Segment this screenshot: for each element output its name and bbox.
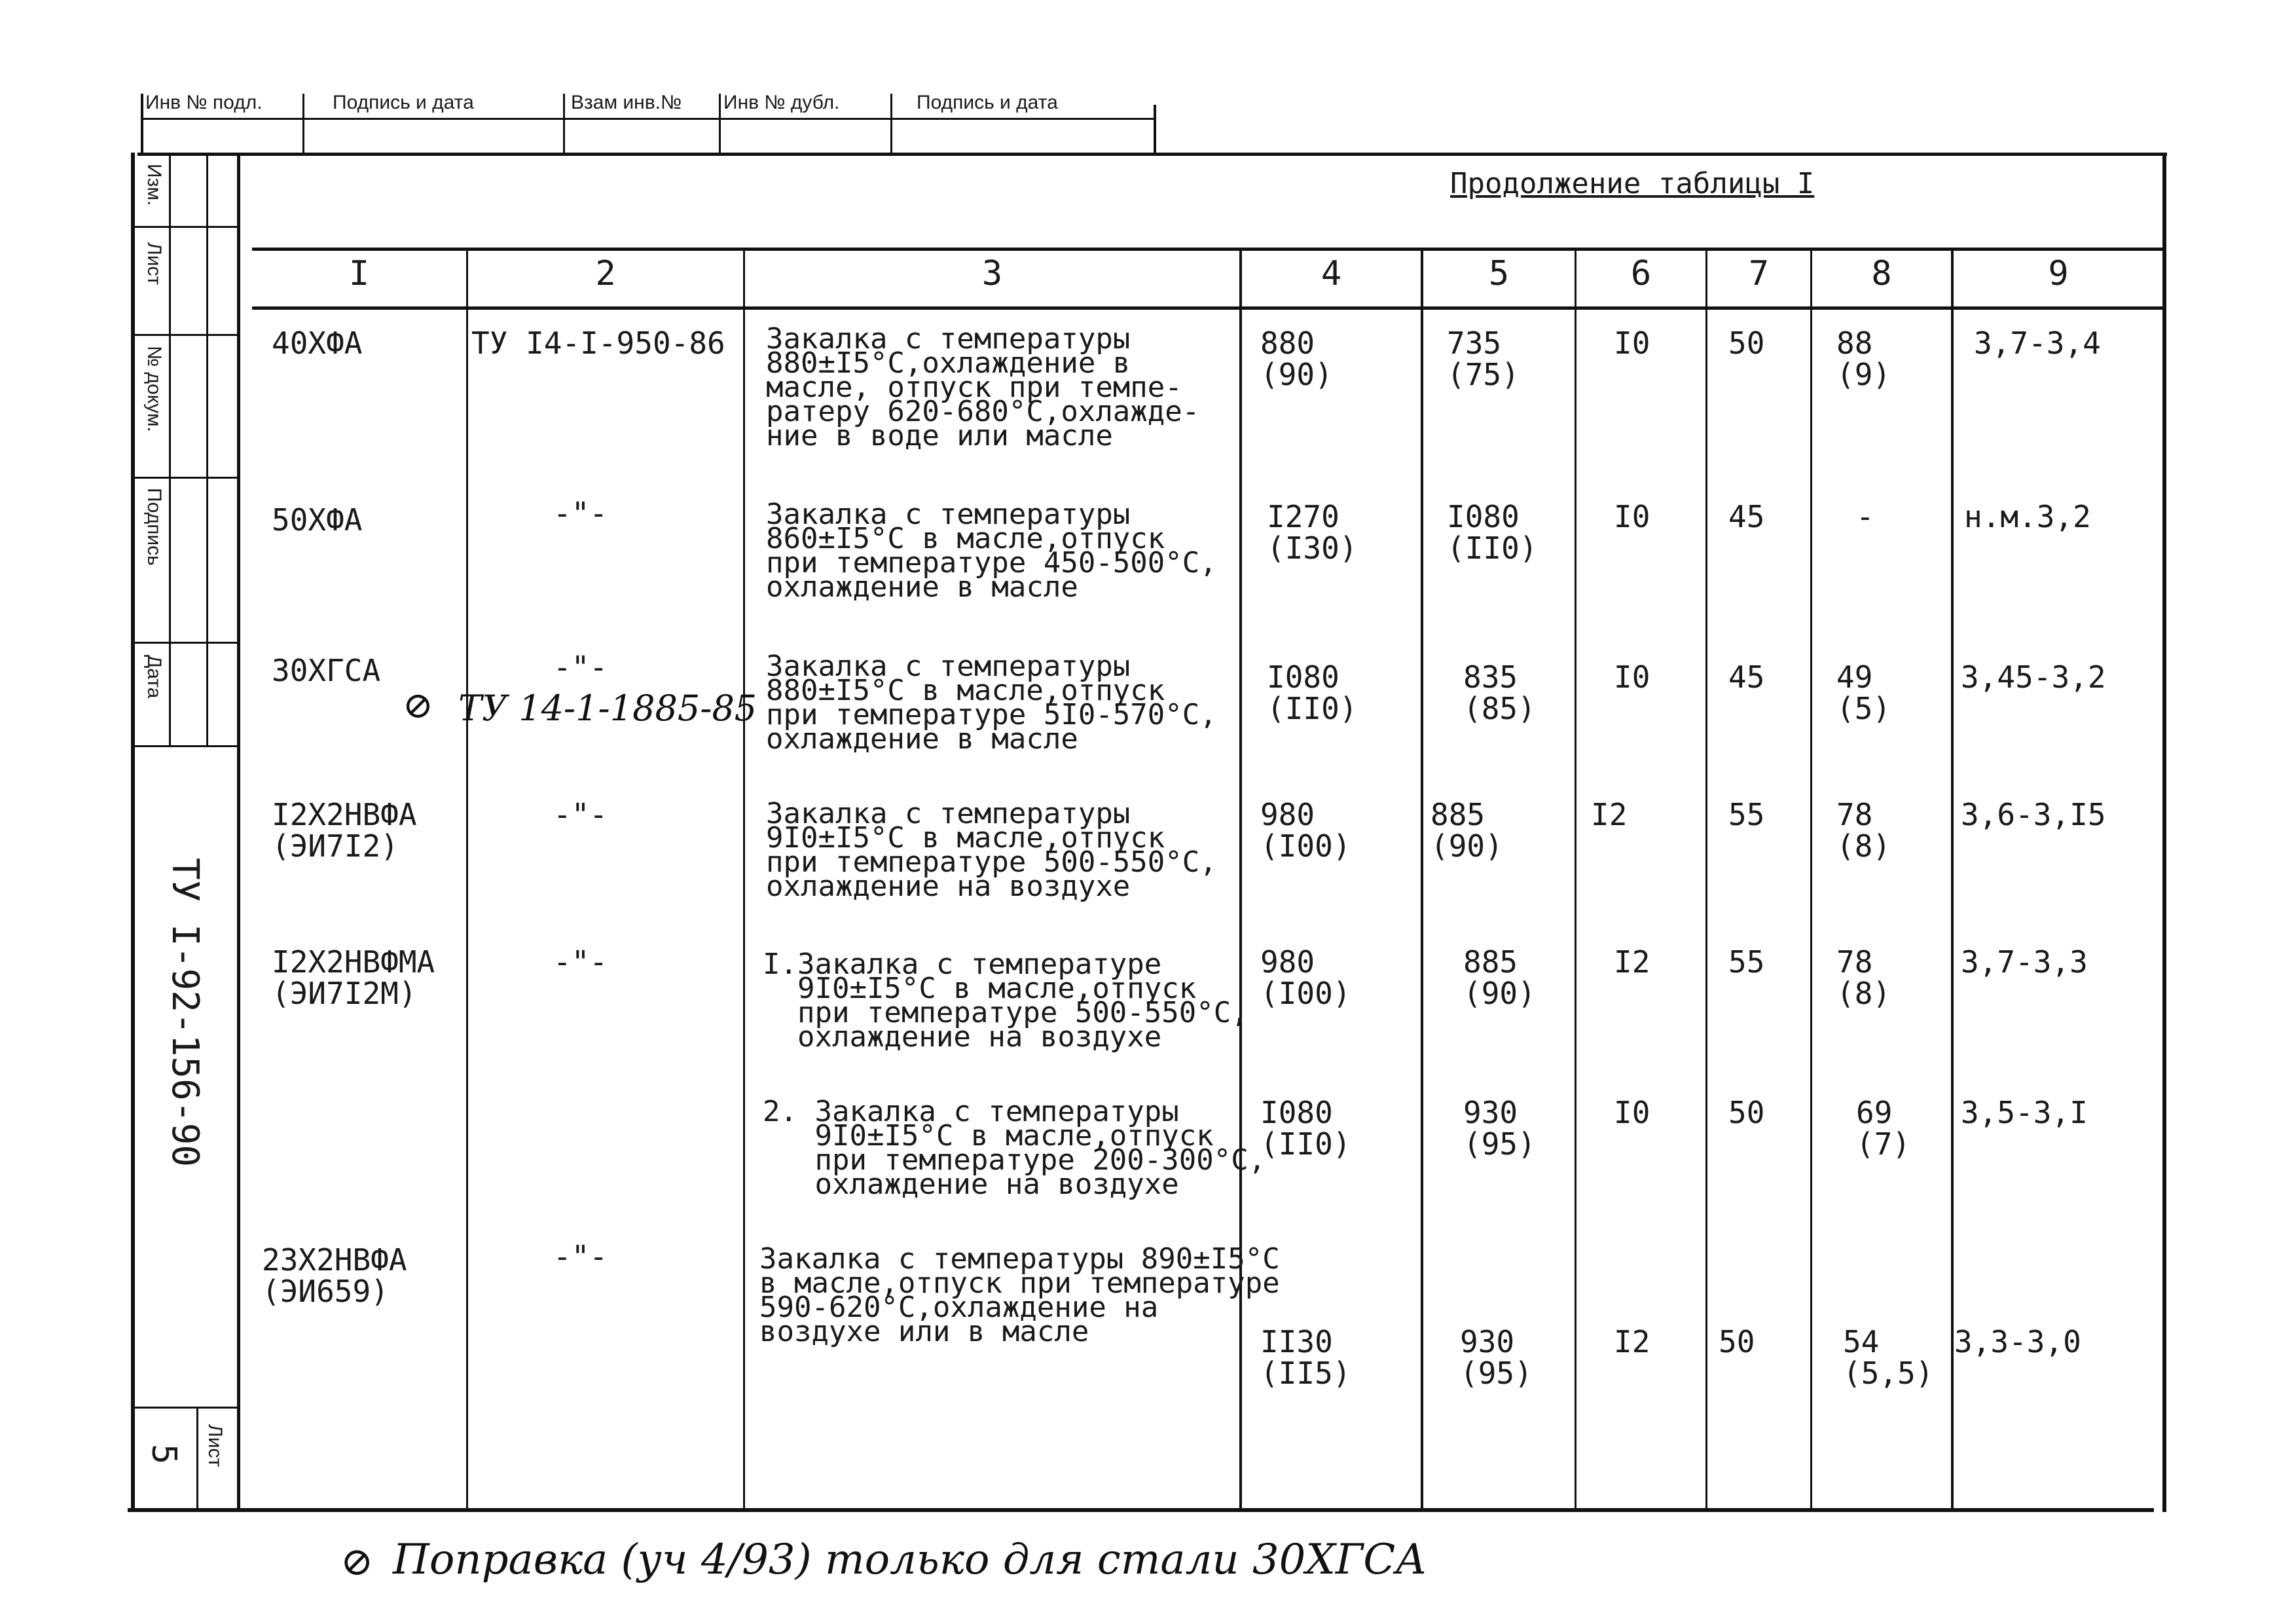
table-row-3-standard: -"- <box>553 650 608 685</box>
table-row-6-col6: I0 <box>1614 1095 1650 1130</box>
column-header-2: 2 <box>595 254 616 293</box>
handwritten-correction-mark: ⊘ <box>403 684 433 727</box>
table-row-3-col5: 835 (85) <box>1463 659 1536 727</box>
table-row-5-grade: I2Х2НВФМА (ЭИ7I2М) <box>272 944 435 1012</box>
table-row-6-col5: 930 (95) <box>1463 1095 1536 1162</box>
stamp-label-inv-orig: Инв № подл. <box>145 92 263 113</box>
table-row-4-treatment: Закалка с температуры 9I0±I5°С в масле,отпуск при температуре 500-550°С, охлаждение на воздухе <box>766 797 1217 903</box>
table-row-5-col7: 55 <box>1728 944 1765 980</box>
table-row-3-col6: I0 <box>1614 659 1650 695</box>
table-row-4-col8: 78 (8) <box>1836 797 1891 864</box>
header-bottom-line <box>252 306 2166 310</box>
table-row-6-col8: 69 (7) <box>1856 1095 1911 1162</box>
side-label-change: Изм. <box>143 164 165 206</box>
stamp-label-sign-date-2: Подпись и дата <box>917 92 1058 113</box>
table-row-2-grade: 50ХФА <box>272 502 363 538</box>
table-row-2-col9: н.м.3,2 <box>1964 499 2091 534</box>
table-row-7-col6: I2 <box>1614 1324 1650 1359</box>
table-row-3-col7: 45 <box>1728 659 1765 695</box>
table-row-3-grade: 30ХГСА <box>272 653 381 688</box>
sheet-number: 5 <box>144 1444 183 1465</box>
table-row-6-treatment: 2. Закалка с температуры 9I0±I5°С в масле,отпуск при температуре 200-300°С, охлаждение на воздухе <box>763 1095 1266 1201</box>
table-row-4-col6: I2 <box>1591 797 1628 832</box>
frame-top <box>137 153 2167 156</box>
table-row-2-standard: -"- <box>553 496 608 531</box>
table-row-1-col6: I0 <box>1614 325 1650 361</box>
table-row-3-col4: I080 (II0) <box>1267 659 1358 727</box>
table-row-2-col4: I270 (I30) <box>1267 499 1358 566</box>
table-row-6-col4: I080 (II0) <box>1260 1095 1351 1162</box>
table-row-5-col4: 980 (I00) <box>1260 944 1351 1012</box>
handwritten-standard-correction: ТУ 14-1-1885-85 <box>458 688 757 729</box>
column-header-3: 3 <box>981 254 1003 293</box>
table-row-6-col9: 3,5-3,I <box>1961 1095 2088 1130</box>
frame-right <box>2162 153 2166 1512</box>
table-row-1-col4: 880 (90) <box>1260 325 1333 393</box>
table-row-1-col8: 88 (9) <box>1836 325 1891 393</box>
table-row-5-col8: 78 (8) <box>1836 944 1891 1012</box>
stamp-label-replace-inv: Взам инв.№ <box>571 92 682 113</box>
column-header-4: 4 <box>1321 254 1342 293</box>
side-label-date: Дата <box>143 655 165 699</box>
table-row-7-col9: 3,3-3,0 <box>1954 1324 2081 1359</box>
table-row-1-col7: 50 <box>1728 325 1765 361</box>
table-row-7-col4: II30 (II5) <box>1260 1324 1351 1392</box>
column-header-1: I <box>348 254 370 293</box>
table-row-6-col7: 50 <box>1728 1095 1765 1130</box>
table-row-4-grade: I2Х2НВФА (ЭИ7I2) <box>272 797 417 864</box>
table-row-1-grade: 40ХФА <box>272 325 363 361</box>
column-header-7: 7 <box>1748 254 1770 293</box>
footnote-mark: ⊘ <box>340 1539 374 1585</box>
table-row-7-treatment: Закалка с температуры 890±I5°С в масле,отпуск при температуре 590-620°С,охлаждение на воздухе или в масле <box>759 1242 1280 1348</box>
table-row-4-col9: 3,6-3,I5 <box>1961 797 2106 832</box>
table-row-5-col5: 885 (90) <box>1463 944 1536 1012</box>
table-row-2-col6: I0 <box>1614 499 1650 534</box>
stamp-label-inv-dup: Инв № дубл. <box>723 92 840 113</box>
table-row-5-treatment: I.Закалка с температуре 9I0±I5°С в масле,отпуск при температуре 500-550°С, охлаждение на воздухе <box>763 948 1248 1054</box>
table-row-1-standard: ТУ I4-I-950-86 <box>471 325 725 361</box>
table-row-7-grade: 23Х2НВФА (ЭИ659) <box>262 1242 407 1310</box>
table-row-7-col7: 50 <box>1719 1324 1755 1359</box>
table-row-2-col5: I080 (II0) <box>1447 499 1538 566</box>
table-row-5-standard: -"- <box>553 944 608 980</box>
frame-bottom <box>128 1508 2154 1512</box>
table-row-3-treatment: Закалка с температуры 880±I5°С в масле,отпуск при температуре 5I0-570°С, охлаждение в масле <box>766 650 1217 756</box>
table-row-3-col9: 3,45-3,2 <box>1961 659 2106 695</box>
table-row-4-standard: -"- <box>553 797 608 832</box>
table-row-4-col5: 885 (90) <box>1430 797 1503 864</box>
table-row-7-col5: 930 (95) <box>1460 1324 1533 1392</box>
frame-left <box>131 153 135 1512</box>
table-row-4-col4: 980 (I00) <box>1260 797 1351 864</box>
side-label-signature: Подпись <box>143 488 165 566</box>
table-row-7-standard: -"- <box>553 1239 608 1274</box>
table-row-1-treatment: Закалка с температуры 880±I5°С,охлаждение в масле, отпуск при темпе- ратеру 620-680°С,охлажде- ние в воде или масле <box>766 322 1200 452</box>
document-code: ТУ I-92-156-90 <box>164 858 206 1168</box>
handwritten-footnote: Поправка (уч 4/93) только для стали 30ХГСА <box>393 1536 1427 1584</box>
side-label-sheet: Лист <box>143 242 165 286</box>
column-header-6: 6 <box>1630 254 1652 293</box>
table-title: Продолжение таблицы I <box>1450 167 1815 200</box>
table-row-5-col6: I2 <box>1614 944 1650 980</box>
sheet-label: Лист <box>204 1424 226 1467</box>
stamp-label-sign-date-1: Подпись и дата <box>333 92 474 113</box>
table-row-3-col8: 49 (5) <box>1836 659 1891 727</box>
table-row-1-col9: 3,7-3,4 <box>1974 325 2101 361</box>
side-label-doc-no: № докум. <box>143 346 165 432</box>
table-row-4-col7: 55 <box>1728 797 1765 832</box>
table-row-2-treatment: Закалка с температуры 860±I5°С в масле,отпуск при температуре 450-500°С, охлаждение в масле <box>766 498 1217 604</box>
column-header-9: 9 <box>2048 254 2069 293</box>
header-top-line <box>252 248 2166 251</box>
table-row-1-col5: 735 (75) <box>1447 325 1520 393</box>
column-header-8: 8 <box>1871 254 1892 293</box>
table-row-2-col7: 45 <box>1728 499 1765 534</box>
table-row-7-col8: 54 (5,5) <box>1843 1324 1934 1392</box>
column-header-5: 5 <box>1488 254 1510 293</box>
table-row-2-col8: - <box>1856 499 1874 534</box>
table-row-5-col9: 3,7-3,3 <box>1961 944 2088 980</box>
